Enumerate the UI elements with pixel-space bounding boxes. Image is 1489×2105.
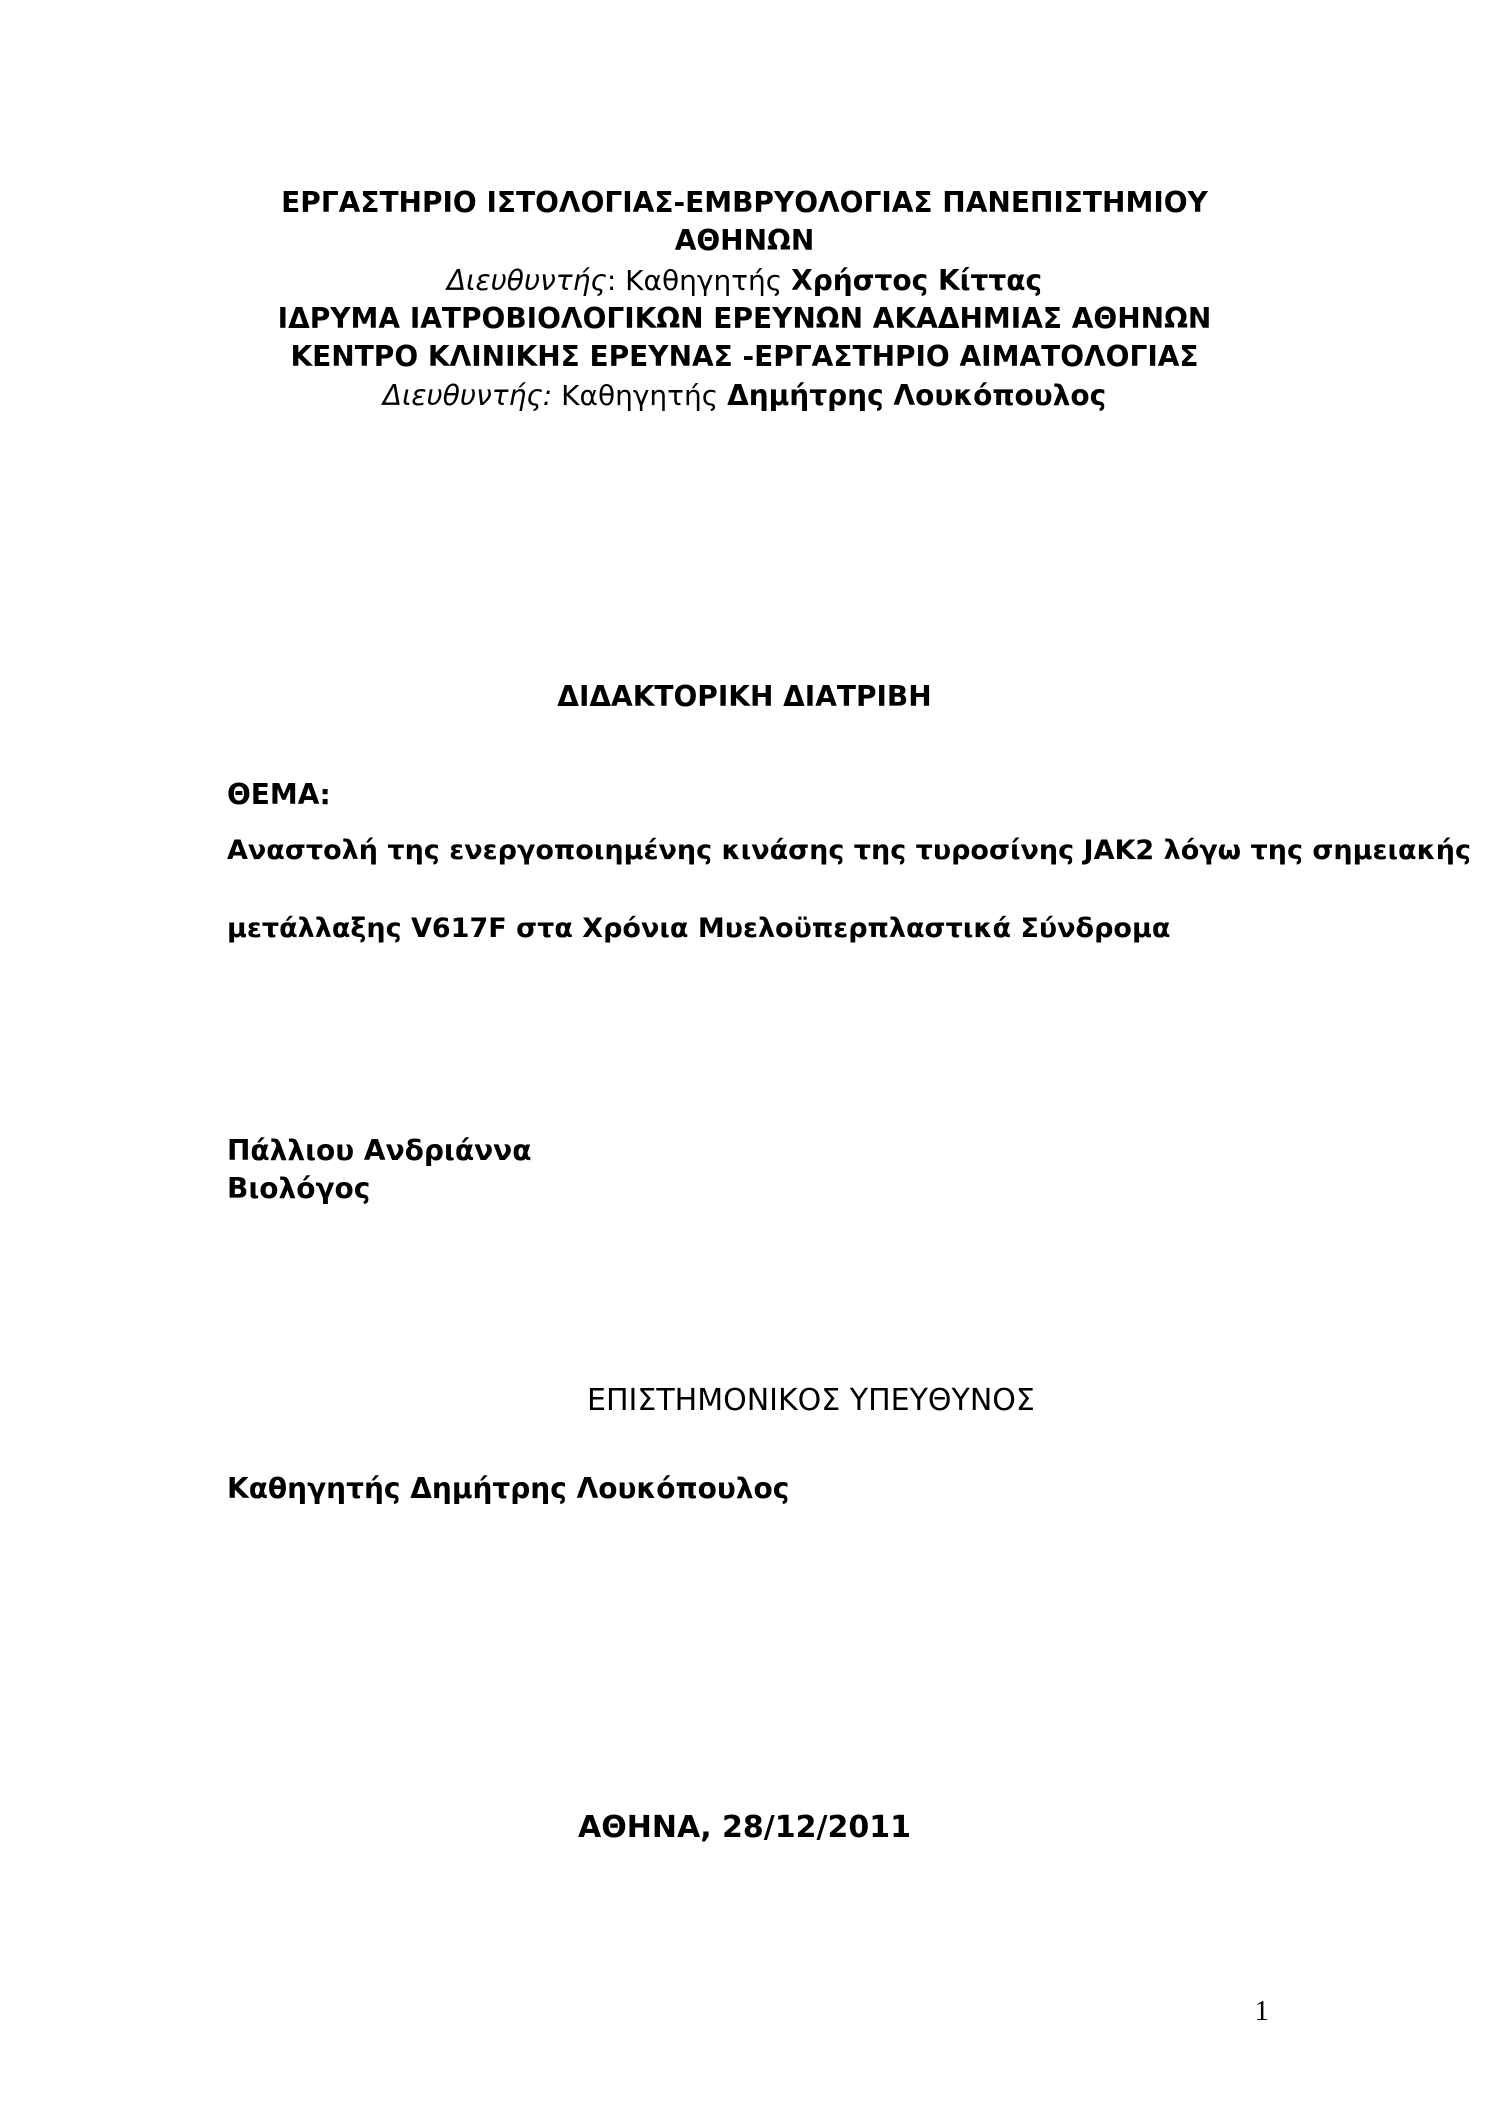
supervisor-heading: ΕΠΙΣΤΗΜΟΝΙΚΟΣ ΥΠΕΥΘΥΝΟΣ [587,1383,1035,1418]
foundation-name: ΙΔΡΥΜΑ ΙΑΤΡΟΒΙΟΛΟΓΙΚΩΝ ΕΡΕΥΝΩΝ ΑΚΑΔΗΜΙΑΣ ΑΘΗΝΩΝ [277,302,1212,335]
topic-line1: Αναστολή της ενεργοποιημένης κινάσης της τυροσίνης JAK2 λόγω της σημειακής [227,835,1471,866]
director-2 [0,377,1489,415]
thesis-type: ΔΙΔΑΚΤΟΡΙΚΗ ΔΙΑΤΡΙΒΗ [557,680,932,713]
page-number: 1 [1254,1995,1269,2027]
research-center-name: ΚΕΝΤΡΟ ΚΛΙΝΙΚΗΣ ΕΡΕΥΝΑΣ -ΕΡΓΑΣΤΗΡΙΟ ΑΙΜΑΤΟΛΟΓΙΑΣ [290,340,1199,373]
director-label: Διευθυντής [446,264,607,297]
topic-label: ΘΕΜΑ: [227,778,331,811]
director-name: Δημήτρης Λουκόπουλος [727,379,1107,412]
director-title: Καθηγητής [552,379,728,412]
director-title: Καθηγητής [625,264,792,297]
lab-name-line2: ΑΘΗΝΩΝ [674,224,815,257]
director-sep: : [606,264,626,297]
director-label: Διευθυντής: [382,379,553,412]
topic-line2: μετάλλαξης V617F στα Χρόνια Μυελοϋπερπλαστικά Σύνδρομα [227,913,1171,944]
director-name: Χρήστος Κίττας [791,264,1043,297]
director-1 [0,262,1489,300]
author-profession: Βιολόγος [227,1172,371,1205]
supervisor-name: Καθηγητής Δημήτρης Λουκόπουλος [227,1472,790,1505]
author-name: Πάλλιου Ανδριάννα [227,1134,532,1167]
place-date: ΑΘΗΝΑ, 28/12/2011 [578,1810,911,1845]
lab-name-line1: ΕΡΓΑΣΤΗΡΙΟ ΙΣΤΟΛΟΓΙΑΣ-ΕΜΒΡΥΟΛΟΓΙΑΣ ΠΑΝΕΠΙΣΤΗΜΙΟΥ [281,186,1208,219]
